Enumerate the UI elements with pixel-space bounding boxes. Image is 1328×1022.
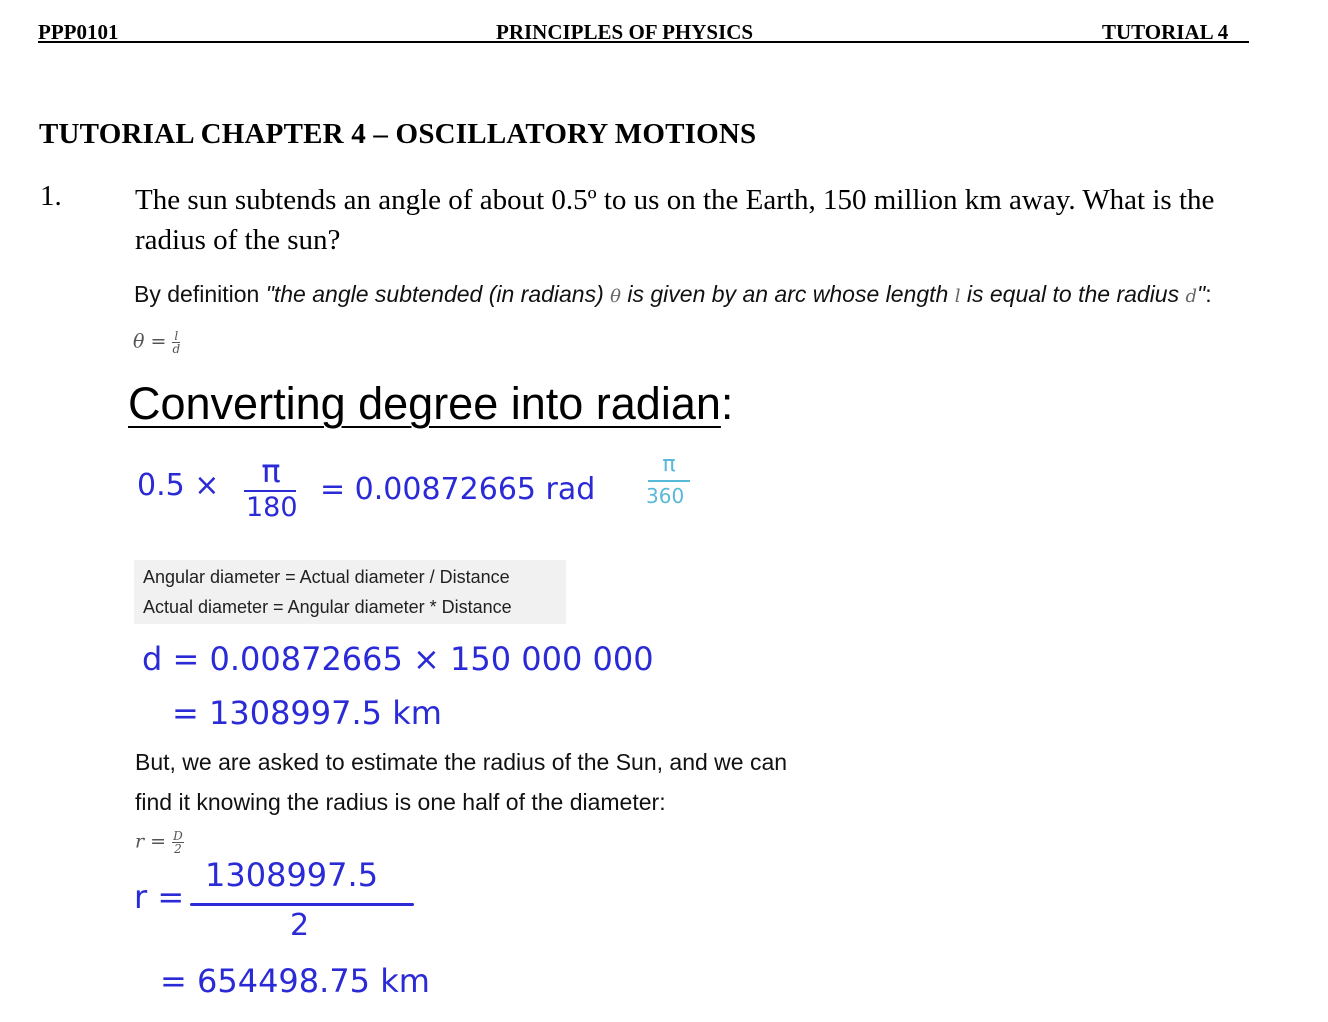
relation-angular-diameter: Angular diameter = Actual diameter / Distance — [143, 567, 510, 587]
header-tutorial-label: TUTORIAL 4 — [1102, 20, 1229, 44]
question-text: The sun subtends an angle of about 0.5º to us on the Earth, 150 million km away. What is the radius of the sun? — [135, 184, 1215, 256]
handwritten-radius-numerator: 1308997.5 — [205, 856, 379, 894]
formula-radius-denominator: 2 — [174, 842, 182, 856]
handwritten-radius-denominator: 2 — [290, 908, 310, 943]
handwritten-radius-lhs: r = — [134, 878, 185, 916]
formula-radius — [135, 830, 184, 855]
formula-theta-fraction — [172, 330, 180, 355]
handwritten-pi-denominator: 180 — [246, 492, 298, 523]
definition-quote-2: is given by an arc whose length — [621, 281, 955, 307]
definition-suffix: : — [1205, 281, 1212, 307]
theta-symbol: θ — [610, 286, 621, 307]
header-course-code: PPP0101 — [38, 20, 119, 44]
handwritten-radius-result: = 654498.75 km — [160, 962, 430, 1000]
relation-actual-diameter: Actual diameter = Angular diameter * Distance — [143, 597, 512, 617]
handwritten-conversion-lhs: 0.5 × — [137, 468, 220, 503]
formula-theta-lhs: θ = — [133, 330, 167, 353]
definition-quote-3: is equal to the radius — [960, 281, 1186, 307]
formula-theta-numerator: l — [174, 329, 179, 343]
handwritten-diameter-line2: = 1308997.5 km — [172, 694, 442, 732]
definition-quote-4: " — [1197, 281, 1206, 307]
handwritten-conversion-result: = 0.00872665 rad — [320, 472, 596, 507]
section-heading-text: Converting degree into radian — [128, 378, 721, 429]
formula-radius-lhs: r = — [135, 830, 167, 853]
header-rule — [38, 41, 1249, 43]
formula-theta — [133, 330, 180, 355]
definition-text — [134, 281, 1212, 308]
handwritten-pi-numerator: π — [261, 452, 281, 490]
explanation-line1: But, we are asked to estimate the radius of the Sun, and we can — [135, 749, 788, 775]
handwritten-diameter-line1: d = 0.00872665 × 150 000 000 — [142, 640, 654, 678]
question-number: 1. — [40, 180, 62, 212]
length-symbol: l — [954, 286, 961, 307]
handwritten-aside-fraction-bar — [648, 480, 690, 482]
relations-box — [134, 560, 566, 624]
formula-radius-fraction — [172, 830, 184, 855]
radius-symbol: d — [1185, 286, 1198, 307]
handwritten-radius-fraction-bar — [190, 903, 414, 906]
formula-radius-numerator: D — [173, 829, 183, 843]
chapter-title: TUTORIAL CHAPTER 4 – OSCILLATORY MOTIONS — [39, 118, 757, 150]
handwritten-aside-denominator: 360 — [646, 484, 685, 508]
formula-theta-denominator: d — [172, 342, 181, 356]
header-course-title: PRINCIPLES OF PHYSICS — [496, 20, 754, 44]
handwritten-aside-numerator: π — [662, 452, 676, 477]
definition-quote-1: "the angle subtended (in radians) — [265, 281, 611, 307]
section-heading — [128, 378, 733, 430]
definition-prefix: By definition — [134, 281, 266, 307]
explanation-line2: find it knowing the radius is one half of the diameter: — [135, 789, 666, 815]
section-heading-colon: : — [720, 378, 734, 429]
